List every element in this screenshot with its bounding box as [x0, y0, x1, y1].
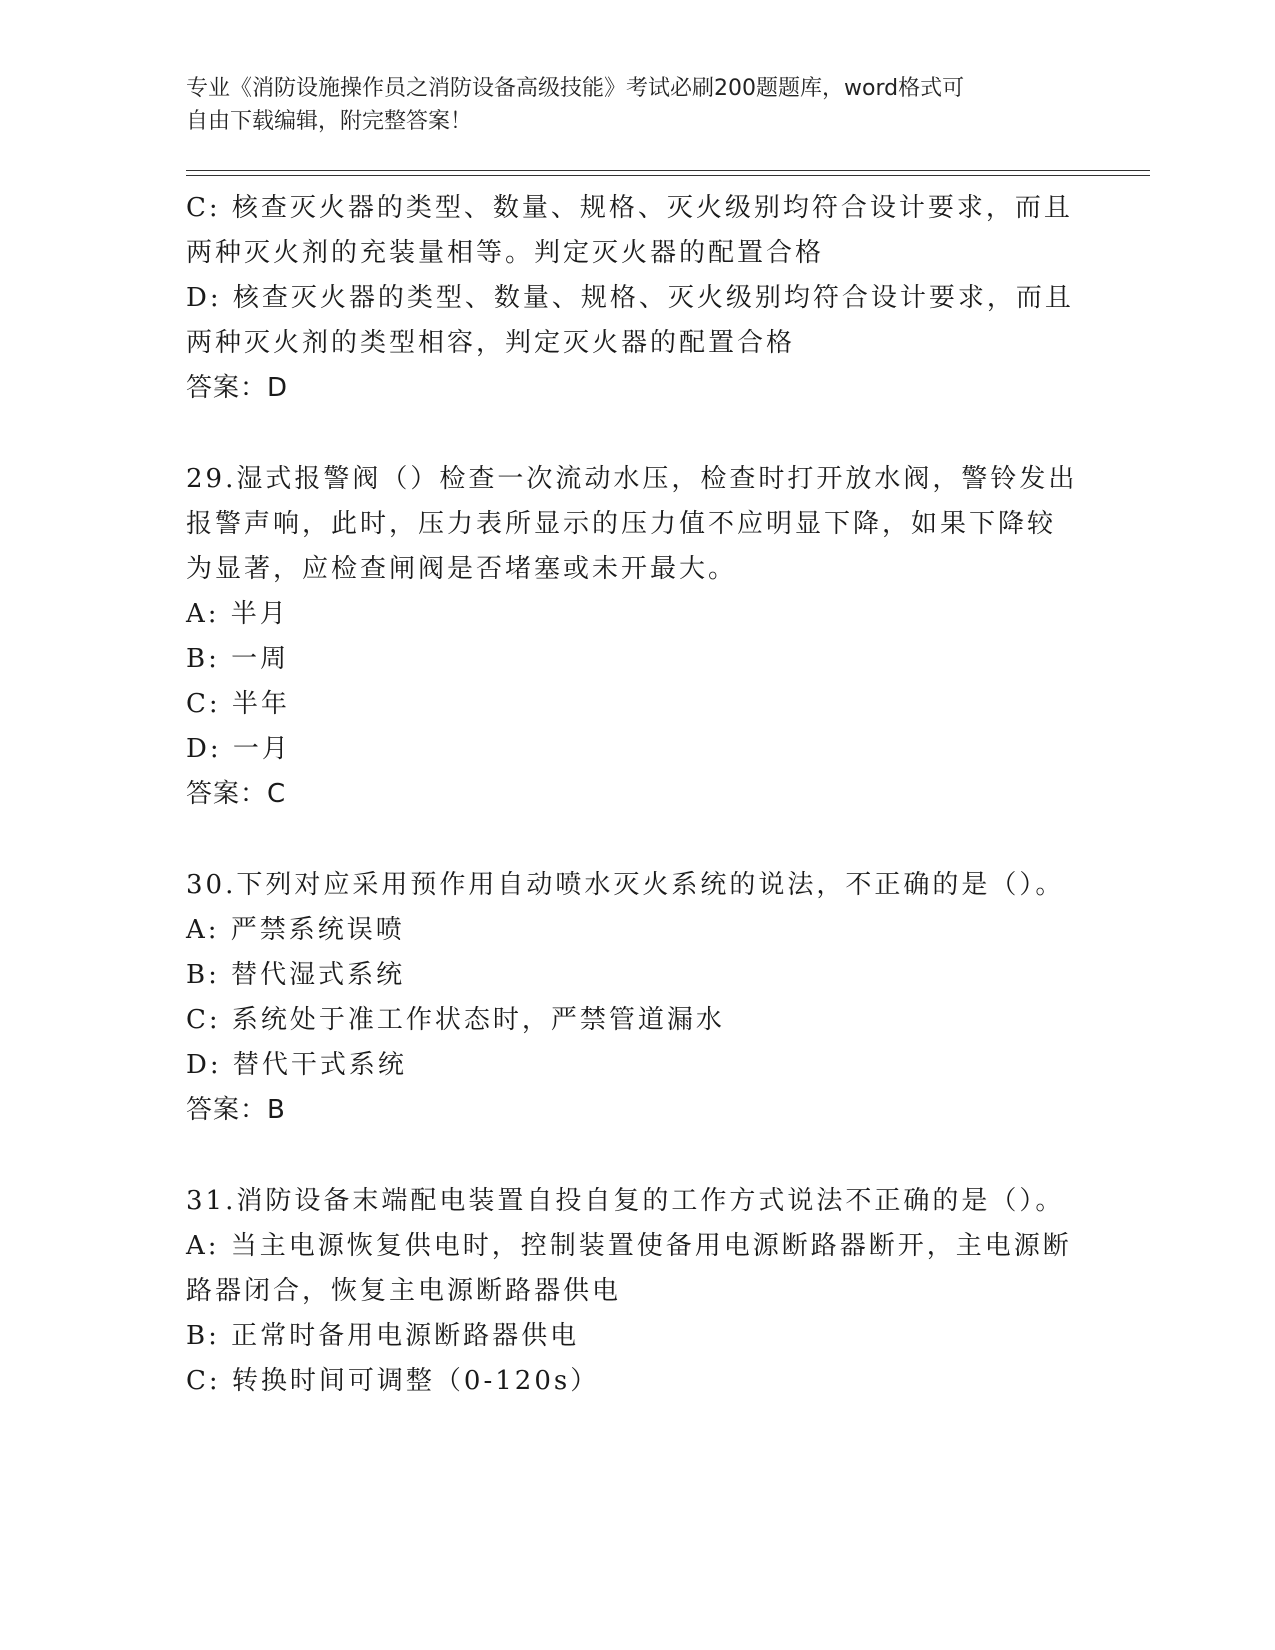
question-29-stem-line-3: 为显著，应检查闸阀是否堵塞或未开最大。 — [186, 554, 738, 584]
option-b: B: 一周 — [186, 644, 290, 674]
answer-30: 答案：B — [186, 1095, 286, 1125]
question-29-stem-line-1: 29.湿式报警阀（）检查一次流动水压，检查时打开放水阀，警铃发出 — [186, 464, 1078, 494]
option-c: C: 系统处于准工作状态时，严禁管道漏水 — [186, 1005, 725, 1035]
question-29-stem-line-2: 报警声响，此时，压力表所显示的压力值不应明显下降，如果下降较 — [186, 509, 1057, 539]
option-d: D: 替代干式系统 — [186, 1050, 407, 1080]
header-line-1: 专业《消防设施操作员之消防设备高级技能》考试必刷200题题库，word格式可 — [186, 76, 965, 101]
header-line-2: 自由下载编辑，附完整答案！ — [186, 109, 473, 134]
option-c-line-1: C: 核查灭火器的类型、数量、规格、灭火级别均符合设计要求，而且 — [186, 193, 1073, 223]
question-31 — [186, 1179, 1086, 1404]
option-d-line-1: D: 核查灭火器的类型、数量、规格、灭火级别均符合设计要求，而且 — [186, 283, 1074, 313]
option-b: B: 正常时备用电源断路器供电 — [186, 1321, 580, 1351]
option-a: A: 严禁系统误喷 — [186, 915, 405, 945]
page-header — [186, 72, 1086, 138]
question-30-stem: 30.下列对应采用预作用自动喷水灭火系统的说法，不正确的是（）。 — [186, 870, 1065, 900]
header-rule-bottom — [186, 175, 1150, 176]
question-30 — [186, 863, 1086, 1133]
question-28-tail — [186, 186, 1086, 411]
option-a: A: 半月 — [186, 599, 289, 629]
option-c-line-2: 两种灭火剂的充装量相等。判定灭火器的配置合格 — [186, 238, 825, 268]
option-b: B: 替代湿式系统 — [186, 960, 406, 990]
header-rule-top — [186, 170, 1150, 171]
question-29 — [186, 457, 1086, 817]
option-d: D: 一月 — [186, 734, 291, 764]
question-31-stem: 31.消防设备末端配电装置自投自复的工作方式说法不正确的是（）。 — [186, 1186, 1065, 1216]
answer-28: 答案：D — [186, 373, 289, 403]
option-c: C: 转换时间可调整（0-120s） — [186, 1366, 600, 1396]
answer-29: 答案：C — [186, 779, 287, 809]
option-c: C: 半年 — [186, 689, 290, 719]
question-content — [186, 186, 1086, 1404]
option-d-line-2: 两种灭火剂的类型相容，判定灭火器的配置合格 — [186, 328, 796, 358]
option-a-line-1: A: 当主电源恢复供电时，控制装置使备用电源断路器断开，主电源断 — [186, 1231, 1072, 1261]
option-a-line-2: 路器闭合，恢复主电源断路器供电 — [186, 1276, 622, 1306]
